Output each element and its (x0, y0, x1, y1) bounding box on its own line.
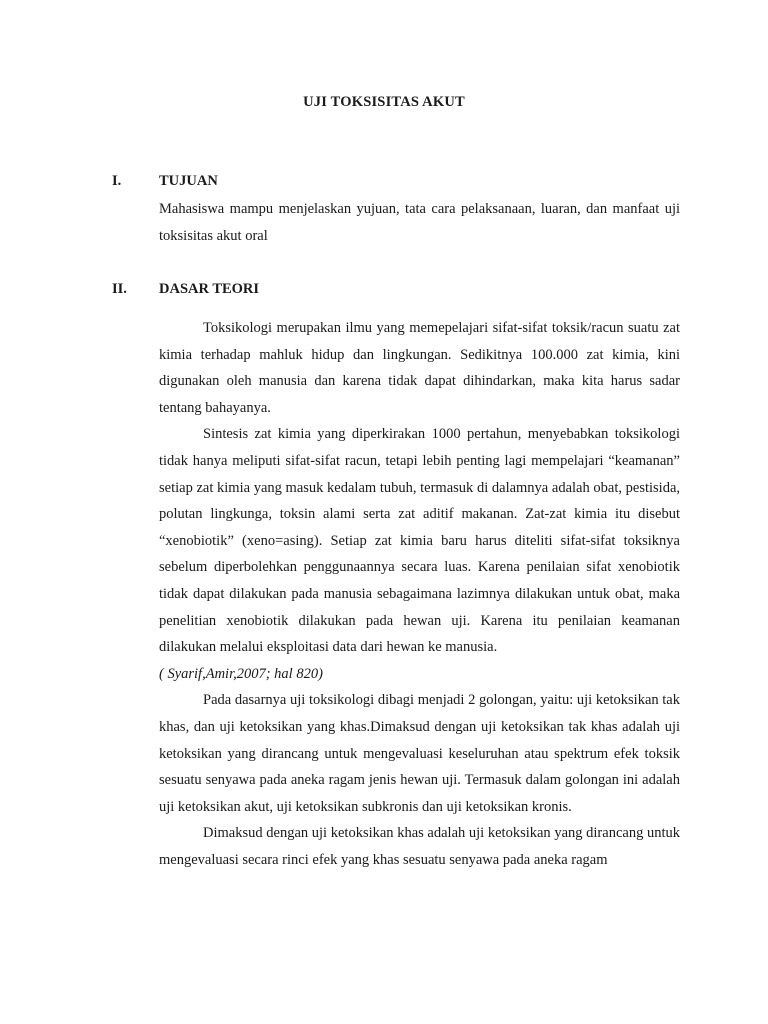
section-heading-dasar-teori: DASAR TEORI (159, 281, 260, 297)
section-number-1: I. (112, 173, 122, 189)
section-body-dasar-teori (159, 315, 680, 873)
paragraph-toksikologi: Toksikologi merupakan ilmu yang memepelajari sifat-sifat toksik/racun suatu zat kimia terhadap mahluk hidup dan lingkungan. Sedikitnya 100.000 zat kimia, kini digunakan oleh manusia dan karena tidak dapat dihindarkan, maka kita harus sadar tentang bahayanya. (159, 320, 680, 416)
section-body-tujuan (159, 196, 680, 249)
document-title: UJI TOKSISITAS AKUT (303, 94, 465, 110)
paragraph-tujuan: Mahasiswa mampu menjelaskan yujuan, tata cara pelaksanaan, luaran, dan manfaat uji toksisitas akut oral (159, 201, 680, 244)
citation: ( Syarif,Amir,2007; hal 820) (159, 665, 323, 682)
paragraph-golongan: Pada dasarnya uji toksikologi dibagi menjadi 2 golongan, yaitu: uji ketoksikan tak khas, dan uji ketoksikan yang khas.Dimaksud dengan uji ketoksikan tak khas adalah uji ketoksikan yang dirancang untuk mengevaluasi keseluruhan atau spektrum efek toksik sesuatu senyawa pada aneka ragam jenis hewan uji. Termasuk dalam golongan ini adalah uji ketoksikan akut, uji ketoksikan subkronis dan uji ketoksikan kronis. (159, 692, 680, 815)
paragraph-sintesis: Sintesis zat kimia yang diperkirakan 1000 pertahun, menyebabkan toksikologi tidak hanya meliputi sifat-sifat racun, tetapi lebih penting lagi mempelajari “keamanan” setiap zat kimia yang masuk kedalam tubuh, termasuk di dalamnya adalah obat, pestisida, polutan lingkunga, toksin alami serta zat aditif makanan. Zat-zat kimia itu disebut “xenobiotik” (xeno=asing). Setiap zat kimia baru harus diteliti sifat-sifat toksiknya sebelum diperbolehkan penggunaannya secara luas. Karena penilaian sifat xenobiotik tidak dapat dilakukan pada manusia sebagaimana lazimnya dilakukan untuk obat, maka penelitian xenobiotik dilakukan pada hewan uji. Karena itu penilaian keamanan dilakukan melalui eksploitasi data dari hewan ke manusia. (159, 426, 680, 656)
section-heading-tujuan: TUJUAN (159, 173, 218, 189)
paragraph-ketoksikan-khas: Dimaksud dengan uji ketoksikan khas adalah uji ketoksikan yang dirancang untuk mengevaluasi secara rinci efek yang khas sesuatu senyawa pada aneka ragam (159, 825, 680, 868)
section-number-2: II. (112, 281, 127, 297)
